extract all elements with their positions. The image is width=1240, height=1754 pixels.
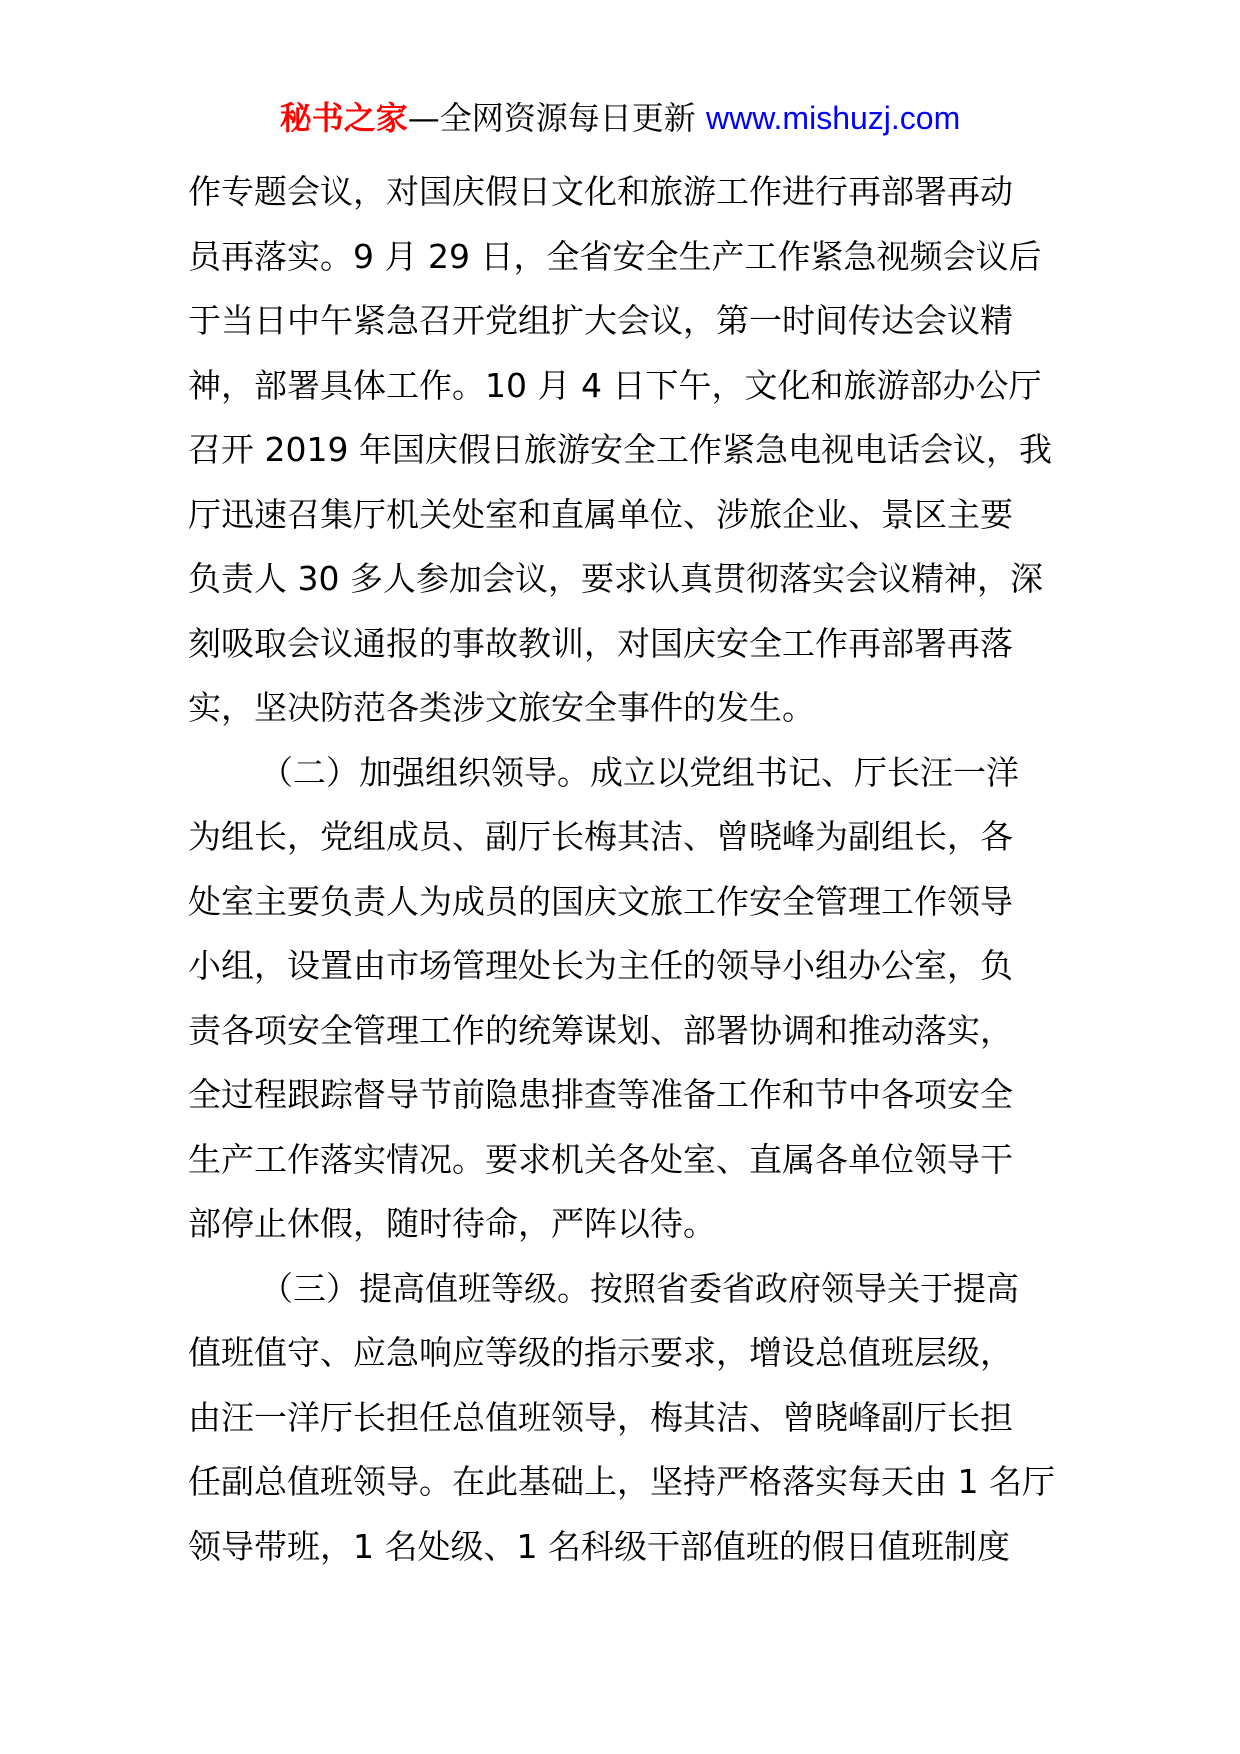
text-line: 厅迅速召集厅机关处室和直属单位、涉旅企业、景区主要 — [188, 494, 1013, 534]
text-line: 值班值守、应急响应等级的指示要求，增设总值班层级， — [188, 1333, 1013, 1372]
text-line: 于当日中午紧急召开党组扩大会议，第一时间传达会议精 — [188, 301, 1013, 340]
text-line: 负责人 30 多人参加会议，要求认真贯彻落实会议精神，深 — [188, 559, 1043, 598]
site-header — [0, 96, 1240, 140]
text-line: 刻吸取会议通报的事故教训，对国庆安全工作再部署再落 — [188, 623, 1013, 663]
text-line: 由汪一洋厅长担任总值班领导，梅其洁、曾晓峰副厅长担 — [188, 1397, 1013, 1437]
text-line: 领导带班，1 名处级、1 名科级干部值班的假日值班制度 — [188, 1526, 1010, 1566]
text-line: 处室主要负责人为成员的国庆文旅工作安全管理工作领导 — [188, 881, 1013, 921]
text-line: 责各项安全管理工作的统筹谋划、部署协调和推动落实， — [188, 1010, 1013, 1050]
text-line: 生产工作落实情况。要求机关各处室、直属各单位领导干 — [188, 1139, 1013, 1179]
text-line: 为组长，党组成员、副厅长梅其洁、曾晓峰为副组长，各 — [188, 817, 1013, 856]
text-line: 员再落实。9 月 29 日，全省安全生产工作紧急视频会议后 — [188, 236, 1042, 276]
section-heading-line: （三）提高值班等级。按照省委省政府领导关于提高 — [260, 1268, 1019, 1308]
text-line: 召开 2019 年国庆假日旅游安全工作紧急电视电话会议，我 — [188, 430, 1052, 469]
section-heading-line: （二）加强组织领导。成立以党组书记、厅长汪一洋 — [260, 752, 1019, 792]
brand-name: 秘书之家 — [279, 99, 408, 137]
text-line: 小组，设置由市场管理处长为主任的领导小组办公室，负 — [188, 946, 1013, 985]
header-tagline: —全网资源每日更新 — [407, 99, 706, 137]
text-line: 实，坚决防范各类涉文旅安全事件的发生。 — [188, 688, 815, 727]
text-line: 部停止休假，随时待命，严阵以待。 — [188, 1204, 716, 1243]
text-line: 全过程跟踪督导节前隐患排查等准备工作和节中各项安全 — [188, 1075, 1013, 1114]
document-body — [188, 160, 1058, 1579]
text-line: 神，部署具体工作。10 月 4 日下午，文化和旅游部办公厅 — [188, 365, 1042, 405]
site-url-link[interactable]: www.mishuzj.com — [705, 100, 961, 136]
text-line: 任副总值班领导。在此基础上，坚持严格落实每天由 1 名厅 — [188, 1462, 1055, 1501]
text-line: 作专题会议，对国庆假日文化和旅游工作进行再部署再动 — [188, 172, 1013, 211]
